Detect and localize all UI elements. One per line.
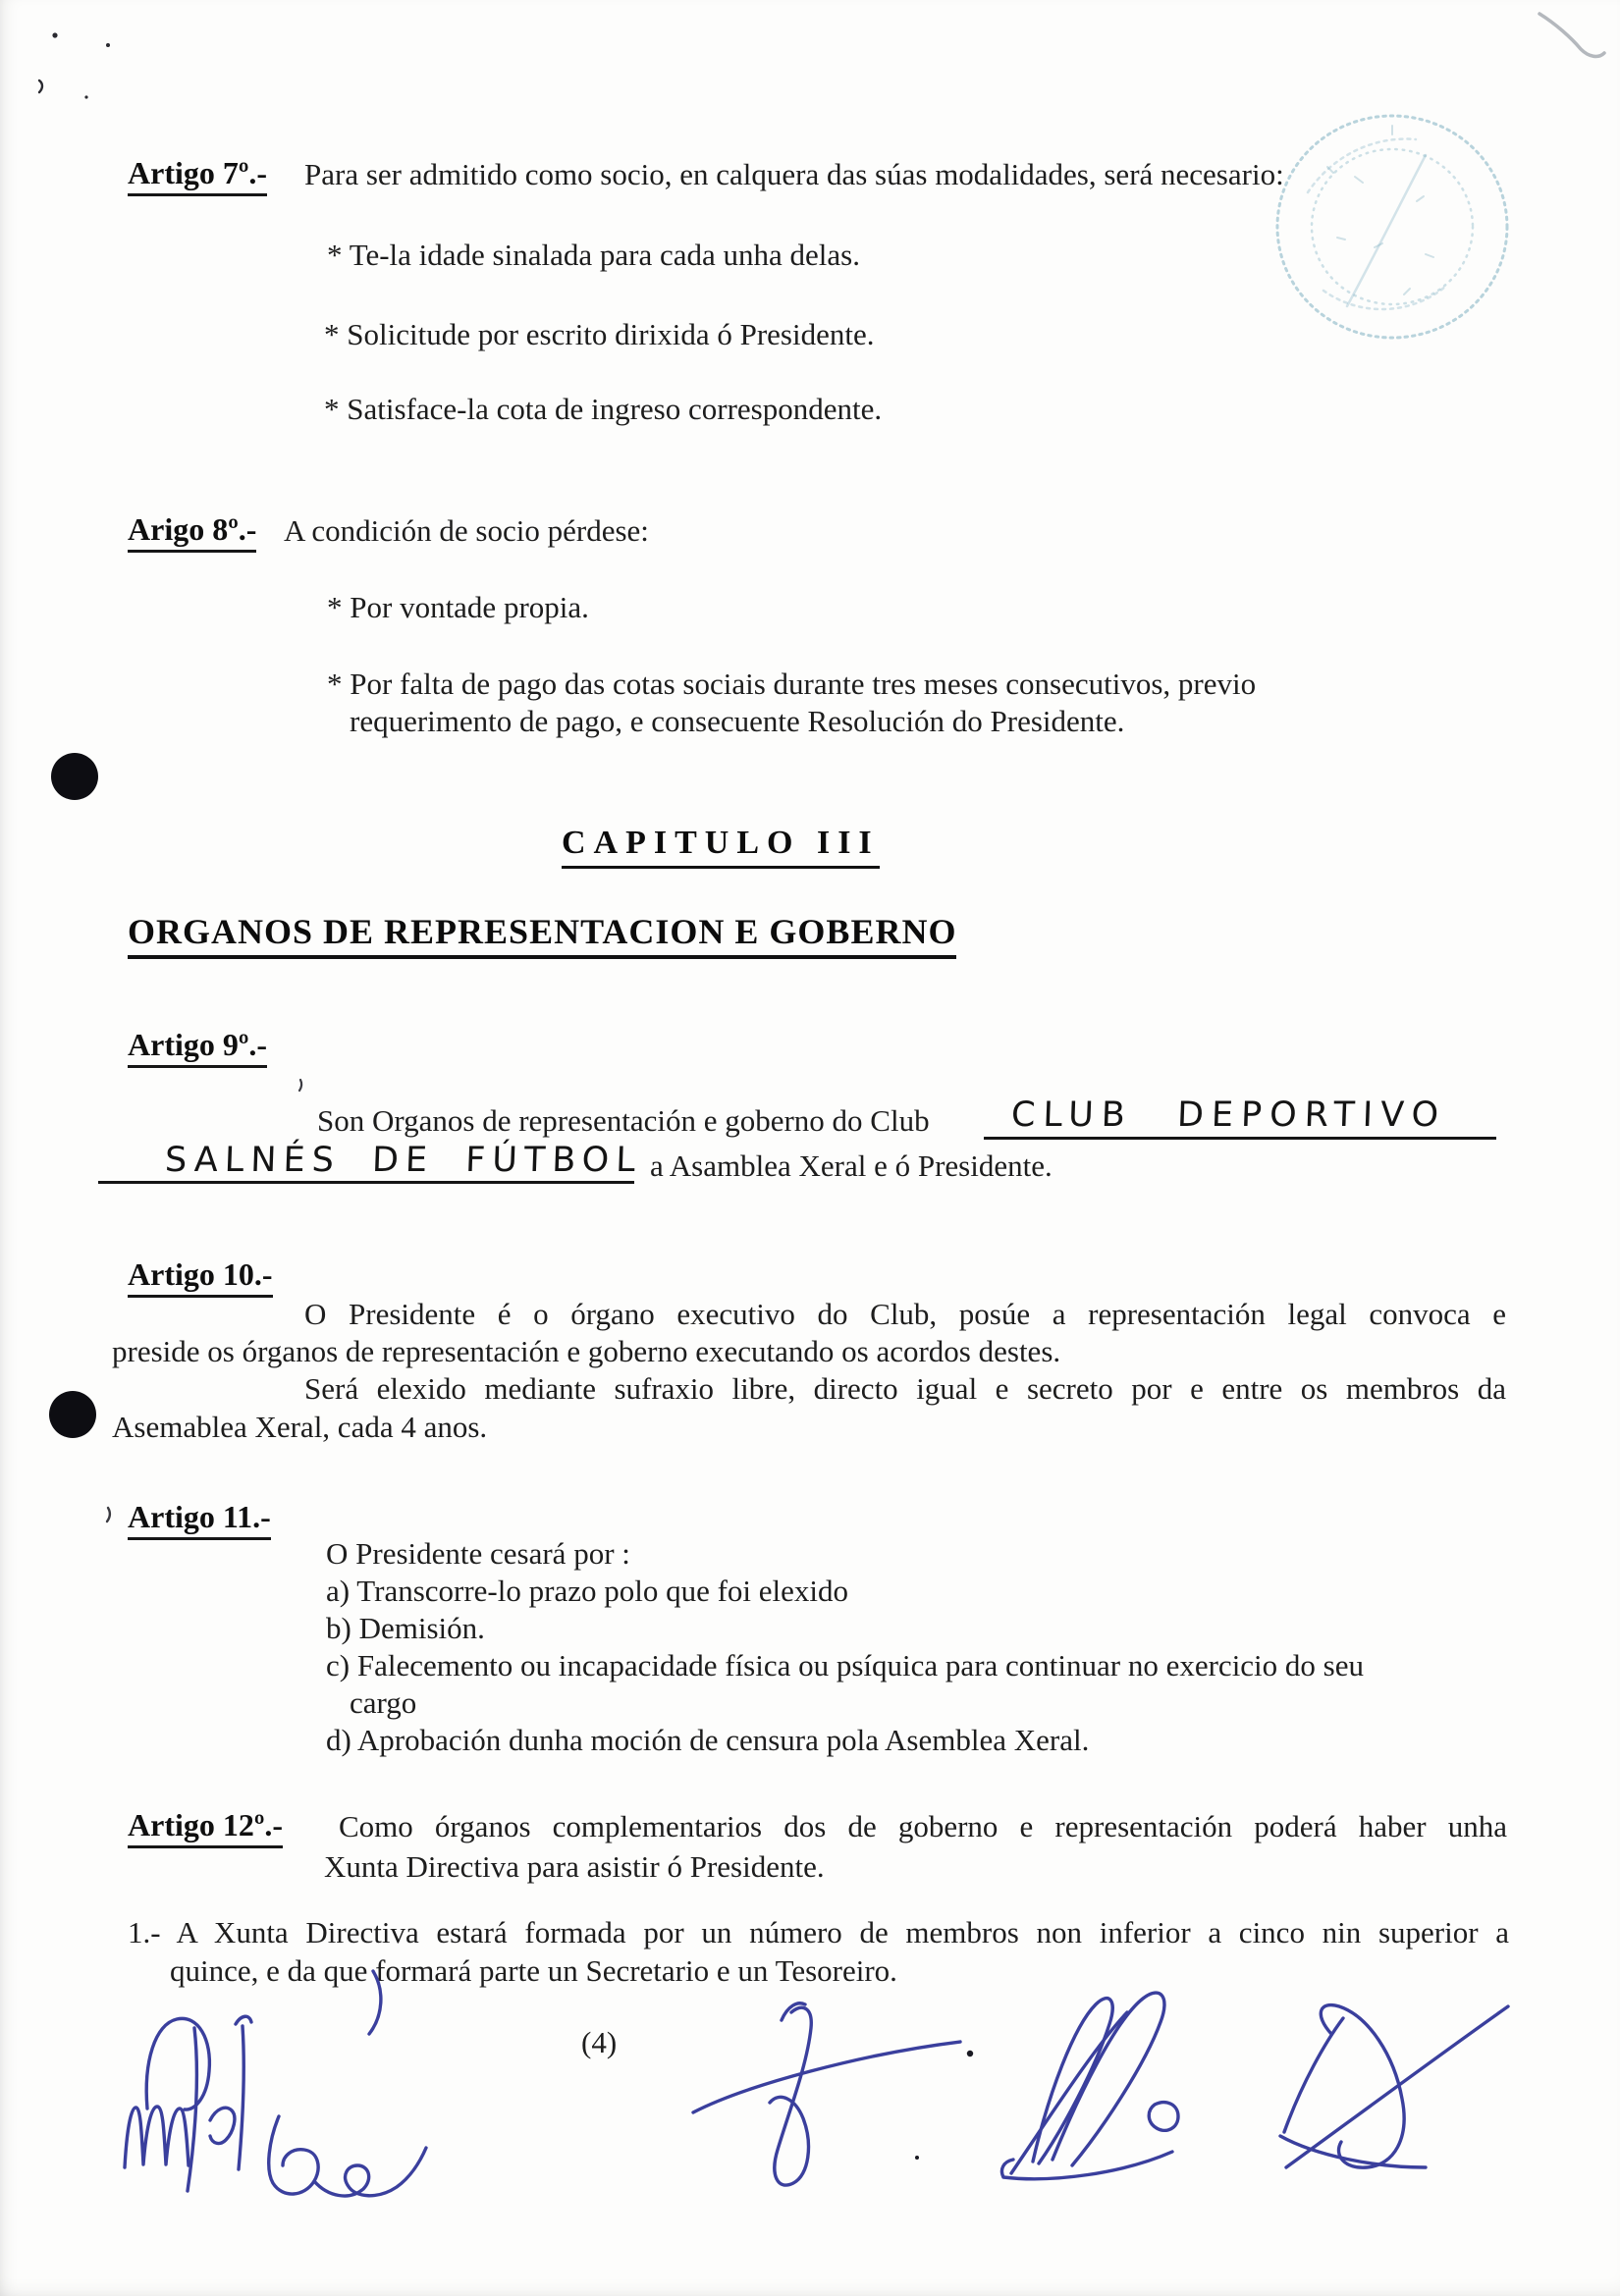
article-8-intro: A condición de socio pérdese: (284, 513, 649, 548)
article-11-item-c-line-1: c) Falecemento ou incapacidade física ou psíquica para continuar no exercicio do seu (326, 1648, 1364, 1682)
article-10-line-1: O Presidente é o órgano executivo do Club, posúe a representación legal convoca e (304, 1297, 1506, 1331)
handwritten-club-name-2: SALNÉS DE FÚTBOL (164, 1141, 643, 1180)
clause-1-line-2: quince, e da que formará parte un Secretario e un Tesoreiro. (170, 1953, 897, 1988)
article-10-label: Artigo 10.- (128, 1256, 273, 1298)
article-10-line-3: Será elexido mediante sufraxio libre, directo igual e secreto por e entre os membros da (304, 1371, 1506, 1406)
article-8-label: Arigo 8º.- (128, 511, 256, 553)
article-7-intro: Para ser admitido como socio, en calquera das súas modalidades, será necesario: (304, 157, 1284, 191)
article-8-bullet-2-line-1: * Por falta de pago das cotas sociais durante tres meses consecutivos, previo (327, 667, 1257, 701)
handwritten-club-name-1: CLUB DEPORTIVO (1010, 1095, 1447, 1135)
signature-5 (1280, 2005, 1508, 2168)
article-8-bullet-1: * Por vontade propia. (327, 590, 589, 624)
article-10-line-4: Asemablea Xeral, cada 4 anos. (112, 1410, 488, 1444)
signature-3 (693, 2003, 960, 2185)
article-12-line-1: Como órganos complementarios dos de goberno e representación poderá haber unha (339, 1809, 1507, 1843)
signature-4 (1001, 1993, 1178, 2179)
article-9-line-1: Son Organos de representación e goberno do Club (317, 1103, 930, 1138)
signature-1 (125, 2016, 251, 2191)
hole-punch-mark-2 (49, 1391, 96, 1438)
article-12-line-2: Xunta Directiva para asistir ó Presidente. (324, 1849, 825, 1884)
paper-specks (39, 32, 973, 2160)
article-11-intro: O Presidente cesará por : (326, 1536, 630, 1571)
clause-1-line-1: 1.- A Xunta Directiva estará formada por un número de membros non inferior a cinco nin superior a (128, 1915, 1509, 1949)
article-9-line-2: a Asamblea Xeral e ó Presidente. (650, 1148, 1053, 1183)
article-11-label: Artigo 11.- (128, 1499, 271, 1540)
article-11-item-a: a) Transcorre-lo prazo polo que foi elexido (326, 1574, 849, 1608)
article-9-label: Artigo 9º.- (128, 1027, 267, 1068)
article-7-label: Artigo 7º.- (128, 155, 267, 196)
article-12-label: Artigo 12º.- (128, 1807, 283, 1848)
pen-stroke (369, 1971, 381, 2034)
article-11-item-c-line-2: cargo (350, 1685, 417, 1720)
signature-2 (269, 2116, 426, 2196)
hole-punch-marks (49, 753, 98, 1438)
article-7-bullet-1: * Te-la idade sinalada para cada unha delas. (327, 238, 860, 272)
article-10-line-2: preside os órganos de representación e goberno executando os acordos destes. (112, 1334, 1061, 1368)
article-8-bullet-2-line-2: requerimento de pago, e consecuente Resolución do Presidente. (350, 704, 1125, 738)
article-11-item-b: b) Demisión. (326, 1611, 485, 1645)
rubber-stamp-icon (1277, 116, 1507, 338)
article-7-bullet-3: * Satisface-la cota de ingreso correspondente. (324, 392, 883, 426)
section-title: ORGANOS DE REPRESENTACION E GOBERNO (128, 911, 956, 959)
page-number: (4) (581, 2025, 618, 2059)
article-7-bullet-2: * Solicitude por escrito dirixida ó Presidente. (324, 317, 875, 351)
corner-fold-mark (1539, 14, 1604, 56)
chapter-title: CAPITULO III (562, 825, 880, 869)
article-11-item-d: d) Aprobación dunha moción de censura pola Asemblea Xeral. (326, 1723, 1090, 1757)
hole-punch-mark-1 (51, 753, 98, 800)
